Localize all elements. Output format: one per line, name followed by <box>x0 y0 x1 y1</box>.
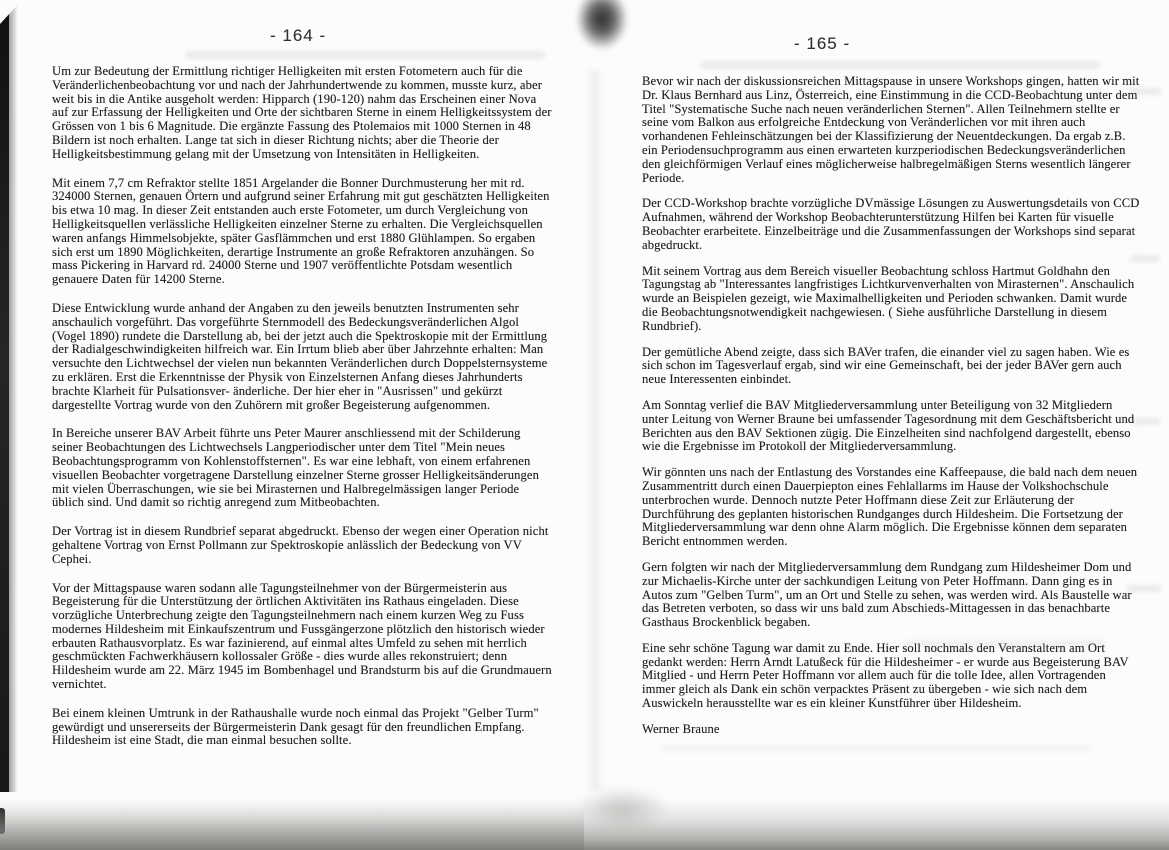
gutter-top-shadow-artifact <box>576 0 628 50</box>
bleed-through-artifact <box>1130 255 1160 262</box>
paragraph: Diese Entwicklung wurde anhand der Angaben zu den jeweils benutzten Instrumenten sehr anschaulich vorgeführt. Das vorgeführte Sternmodell des Bedeckungsveränderlichen Algol (Vogel 1890) rundete die Darstellung ab, bei der jetzt auch die Spektroskopie mit der Ermittlung der Radialgeschwindigkeiten hilfreich war. Ein Irrtum blieb aber über Jahrzehnte erhalten: Man versuchte den Lichtwechsel der vielen nun bekannten Veränderlichen durch Doppelsternsysteme zu erklären. Erst die Erkenntnisse der Physik von Einzelsternen Anfang dieses Jahrhunderts brachte Klarheit für Pulsationsver- änderliche. Der hier eher in "Ausrissen" und gekürzt dargestellte Vortrag wurde von den Zuhörern mit großer Begeisterung aufgenommen. <box>52 300 548 412</box>
bleed-through-artifact <box>1128 88 1162 95</box>
bleed-through-artifact <box>660 745 1090 752</box>
bleed-through-artifact <box>185 51 545 59</box>
page-gutter-shadow <box>586 70 604 790</box>
paragraph: Mit einem 7,7 cm Refraktor stellte 1851 Argelander die Bonner Durchmusterung her mit rd. 324000 Sternen, genauen Örtern und aufgrund seiner Erfahrung mit gut geschätzten Helligkeiten bis etwa 10 mag. In dieser Zeit entstanden auch erste Fotometer, um durch Vergleichung von Helligkeitsquellen verlässliche Helligkeiten einzelner Sterne zu erhalten. Die Vergleichsquellen waren anfangs Himmelsobjekte, später Gasflämmchen und erst 1880 Glühlampen. So ergaben sich erst um 1890 Möglichkeiten, derartige Instrumente an große Refraktoren anzuhängen. So mass Pickering in Harvard rd. 24000 Sterne und 1907 veröffentlichte Potsdam wesentlich genauere Daten für 14200 Sterne. <box>52 175 550 287</box>
paragraph: Wir gönnten uns nach der Entlastung des Vorstandes eine Kaffeepause, die bald nach dem neuen Zusammentritt durch einen Dauerpiepton eines Fehlallarms im Hause der Volkshochschule unterbrochen wurde. Dennoch nutzte Peter Hoffmann diese Zeit zur Erläuterung der Durchführung des geplanten historischen Rundganges durch Hildesheim. Die Fortsetzung der Mitgliederversammlung war denn ohne Alarm möglich. Die Ergebnisse können dem separaten Bericht entnommen werden. <box>642 465 1138 549</box>
bleed-through-artifact <box>700 61 1100 69</box>
paragraph: Vor der Mittagspause waren sodann alle Tagungsteilnehmer von der Bürgermeisterin aus Begeisterung für die Unterstützung der örtlichen Aktivitäten ins Rathaus eingeladen. Diese vorzügliche Unterbrechung zeigte den Tagungsteilnehmern nach einem kurzen Weg zu Fuss modernes Hildesheim mit Einkaufszentrum und Fussgängerzone plötzlich den historisch wieder erbauten Rathausvorplatz. Es war fazinierend, auf einmal altes Umfeld zu sehen mit herrlich geschmückten Fachwerkhäusern kollossaler Größe - dies wurde alles rekonstruiert; denn Hildesheim wurde am 22. März 1945 im Bombenhagel und Brandsturm bis auf die Grundmauern vernichtet. <box>52 580 552 692</box>
paragraph: Am Sonntag verlief die BAV Mitgliederversammlung unter Beteiligung von 32 Mitgliedern unter Leitung von Werner Braune bei umfassender Tagesordnung mit dem Geschäftsbericht und Berichten aus den BAV Sektionen zügig. Die Einzelheiten sind nachfolgend dargestellt, ebenso wie die Ergebnisse im Protokoll der Mitgliederversammlung. <box>642 397 1135 454</box>
scan-edge-strip <box>0 3 9 792</box>
paragraph: Um zur Bedeutung der Ermittlung richtiger Helligkeiten mit ersten Fotometern auch für die Veränderlichenbeobachtung vor und nach der Jahrhundertwende zu kommen, musste kurz, aber weit bis in die Antike ausgeholt werden: Hipparch (190-120) nahm das Erscheinen einer Nova auf zur Erfassung der Helligkeiten und Orte der sichtbaren Sterne in einem Helligkeitssystem der Grössen von 1 bis 6 Magnitude. Die ergänzte Fassung des Ptolemaios mit 1000 Sternen in 48 Bildern ist noch erhalten. Lange tat sich in dieser Richtung nichts; aber die Theorie der Helligkeitsbestimmung gelang mit der Umsetzung von Intensitäten in Helligkeiten. <box>52 64 552 161</box>
paragraph: Bei einem kleinen Umtrunk in der Rathaushalle wurde noch einmal das Projekt "Gelber Turm" gewürdigt und unsererseits der Bürgermeisterin Dank gesagt für den freundlichen Empfang. Hildesheim ist eine Stadt, die man einmal besuchen sollte. <box>52 705 539 748</box>
bleed-through-artifact <box>1126 585 1162 592</box>
bottom-scan-shadow-left <box>0 806 584 850</box>
page-164 <box>52 26 554 763</box>
author-signature: Werner Braune <box>642 721 720 736</box>
scan-edge-fade <box>9 3 18 792</box>
paragraph: Der gemütliche Abend zeigte, dass sich BAVer trafen, die einander viel zu sagen haben. Wie es sich schon im Tagesverlauf ergab, sind wir eine Gemeinschaft, bei der jeder BAVer gern auch neue Interessenten einbindet. <box>642 344 1130 387</box>
paragraph: Mit seinem Vortrag aus dem Bereich visueller Beobachtung schloss Hartmut Goldhahn den Tagungstag ab "Interessantes langfristiges Lichtkurvenverhalten von Mirasternen". Anschaulich wurde an Beispielen gezeigt, wie Maximalhelligkeiten und Perioden schwanken. Damit wurde die Beobachtungsnotwendigkeit nachgewiesen. ( Siehe ausführliche Darstellung in diesem Rundbrief). <box>642 263 1135 333</box>
page-number-165: - 165 - <box>794 34 851 53</box>
paragraph: In Bereiche unserer BAV Arbeit führte uns Peter Maurer anschliessend mit der Schilderung seiner Beobachtungen des Lichtwechsels Langperiodischer unter dem Titel "Mein neues Beobachtungsprogramm von Kohlenstoffsternen". Es war eine lebhaft, von einem erfahrenen visuellen Beobachter vorgetragene Darstellung einzelner Sterne grosser Helligkeitsänderungen mit vielen Überraschungen, wie sie bei Mirasternen und Halbregelmässigen langer Periode üblich sind. Und damit so richtig anregend zum Mitbeobachten. <box>52 426 540 510</box>
bleed-through-artifact <box>905 640 1105 647</box>
page-number-164: - 164 - <box>270 26 327 45</box>
bleed-through-artifact <box>1133 418 1161 425</box>
paragraph: Der Vortrag ist in diesem Rundbrief separat abgedruckt. Ebenso der wegen einer Operation nicht gehaltene Vortrag von Ernst Pollmann zur Spektroskopie anlässlich der Bedeckung von VV Cephei. <box>52 524 549 566</box>
paragraph: Bevor wir nach der diskussionsreichen Mittagspause in unsere Workshops gingen, hatten wir mit Dr. Klaus Bernhard aus Linz, Österreich, eine Einstimmung in die CCD-Beobachtung unter dem Titel "Systematische Suche nach neuen veränderlichen Sternen". Allen Teilnehmern stellte er seine vom Balkon aus erfolgreiche Entdeckung von Veränderlichen vor mit ihren auch vorhandenen Fehleinschätzungen bei der Klassifizierung der Neuentdeckungen. Da ergab z.B. ein Periodensuchprogramm aus einen erwarteten kurzperiodischen Bedeckungsveränderlichen den gleichförmigen Verlauf eines möglicherweise halbregelmäßigen Sterns wesentlich längerer Periode. <box>642 74 1140 185</box>
paragraph: Gern folgten wir nach der Mitgliederversammlung dem Rundgang zum Hildesheimer Dom und zur Michaelis-Kirche unter der sachkundigen Leitung von Peter Hoffmann. Dann ging es in Autos zum "Gelben Turm", um an Ort und Stelle zu sehen, was werden wird. Als Baustelle war das Betreten verboten, so dass wir uns bald zum Abschieds-Mittagessen in das benachbarte Gasthaus Brockenblick begaben. <box>642 559 1132 630</box>
paragraph: Der CCD-Workshop brachte vorzügliche DVmässige Lösungen zu Auswertungsdetails von CCD Aufnahmen, während der Workshop Beobachterunterstützung Hilfen bei Karten für visuelle Beobachter erarbeitete. Einzelbeiträge und die Zusammenfassungen der Workshops sind separat abgedruckt. <box>642 196 1140 252</box>
paragraph: Eine sehr schöne Tagung war damit zu Ende. Hier soll nochmals den Veranstaltern am Ort gedankt werden: Herrn Arndt Latußeck für die Hildesheimer - er wurde aus Begeisterung BAV Mitglied - und Herrn Peter Hoffmann vor allem auch für die tolle Idee, allen Vortragenden immer gleich als Dank ein schön verpacktes Präsent zu übergeben - wie sich nach dem Auswickeln herausstellte war es ein kleiner Kunstführer über Hildesheim. <box>642 640 1129 711</box>
